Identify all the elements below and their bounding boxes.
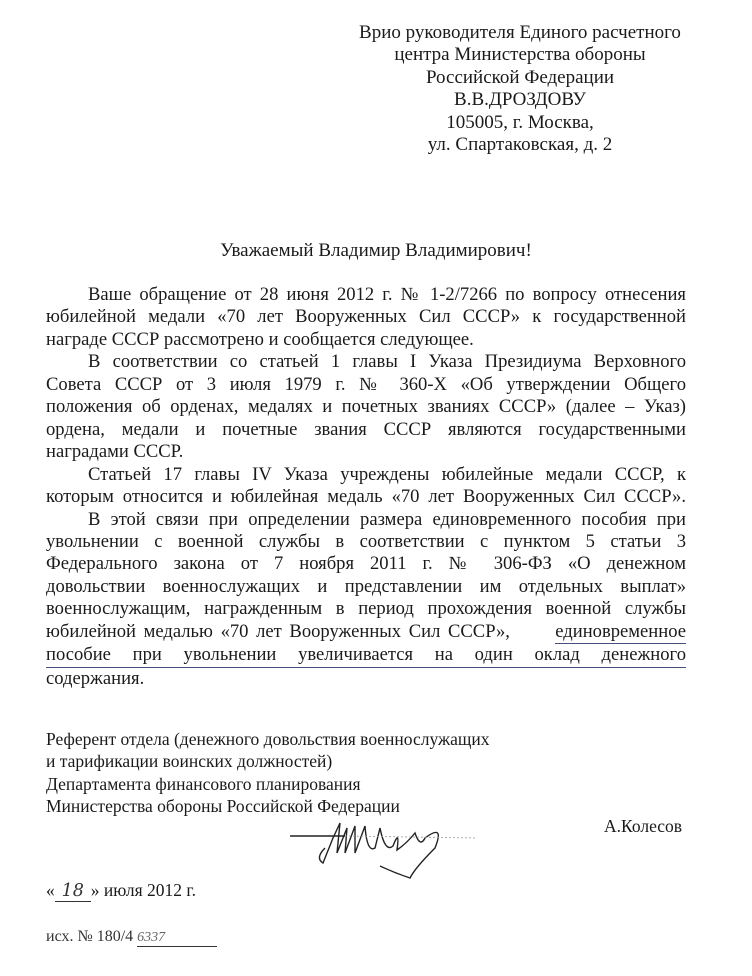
body-line: содержания. xyxy=(46,667,145,689)
addressee-block xyxy=(330,22,710,156)
signatory-position xyxy=(46,728,489,818)
body-line: Совета СССР от 3 июля 1979 г. № 360-Х «Об утверждении Общего xyxy=(46,373,686,395)
body-line: юбилейной медали «70 лет Вооруженных Сил СССР» к государственной xyxy=(46,306,686,328)
body-line: В соответствии со статьей 1 главы I Указа Президиума Верховного xyxy=(88,351,686,373)
position-line: и тарификации воинских должностей) xyxy=(46,751,333,772)
position-line: Референт отдела (денежного довольствия военнослужащих xyxy=(46,729,490,749)
body-line: которым относится и юбилейная медаль «70 лет Вооруженных Сил СССР». xyxy=(46,486,686,508)
addressee-line: Врио руководителя Единого расчетного xyxy=(359,22,681,43)
addressee-line: 105005, г. Москва, xyxy=(446,111,594,133)
body-line: Статьей 17 главы IV Указа учреждены юбилейные медали СССР, к xyxy=(88,463,686,485)
letter-body xyxy=(46,284,686,690)
body-line: ордена, медали и почетные звания СССР являются государственными xyxy=(46,418,686,440)
signer-name: А.Колесов xyxy=(604,816,683,836)
date-quote-open: « xyxy=(46,880,55,900)
body-line: довольствии военнослужащих и представлении им отдельных выплат» xyxy=(46,575,686,597)
outgoing-number-handwritten: 6337 xyxy=(137,930,217,947)
body-line: Федерального закона от 7 ноября 2011 г. № 306-ФЗ «О денежном xyxy=(46,553,686,575)
greeting: Уважаемый Владимир Владимирович! xyxy=(220,240,532,261)
body-line: положения об орденах, медалях и почетных званиях СССР» (далее – Указ) xyxy=(46,396,686,418)
body-line: военнослужащим, награжденным в период прохождения военной службы xyxy=(46,598,686,620)
position-line: Департамента финансового планирования xyxy=(46,773,361,794)
body-line: увольнении с военной службы в соответствии с пунктом 5 статьи 3 xyxy=(46,530,686,552)
outgoing-prefix: исх. № 180/4 xyxy=(46,928,134,945)
body-line: наградами СССР. xyxy=(46,441,184,463)
body-line: Ваше обращение от 28 июня 2012 г. № 1-2/7266 по вопросу отнесения xyxy=(88,284,686,305)
body-line xyxy=(46,621,686,644)
addressee-name: В.В.ДРОЗДОВУ xyxy=(454,89,586,111)
letter-date xyxy=(46,880,196,902)
body-line: В этой связи при определении размера единовременного пособия при xyxy=(88,508,686,530)
handwritten-signature xyxy=(285,808,475,888)
addressee-line: Российской Федерации xyxy=(425,66,615,88)
addressee-line: ул. Спартаковская, д. 2 xyxy=(427,134,613,156)
position-line: Министерства обороны Российской Федерации xyxy=(46,796,400,817)
addressee-line: центра Министерства обороны xyxy=(394,44,646,66)
underlined-text: единовременное xyxy=(555,621,686,644)
body-text: юбилейной медалью «70 лет Вооруженных Сил СССР», xyxy=(46,620,510,642)
date-day-handwritten: 18 xyxy=(55,881,91,902)
underlined-text: пособие при увольнении увеличивается на один оклад денежного xyxy=(46,644,686,667)
date-rest: » июля 2012 г. xyxy=(90,880,196,900)
body-line: награде СССР рассмотрено и сообщается следующее. xyxy=(46,328,474,350)
body-line xyxy=(46,644,686,667)
outgoing-number xyxy=(46,928,217,947)
